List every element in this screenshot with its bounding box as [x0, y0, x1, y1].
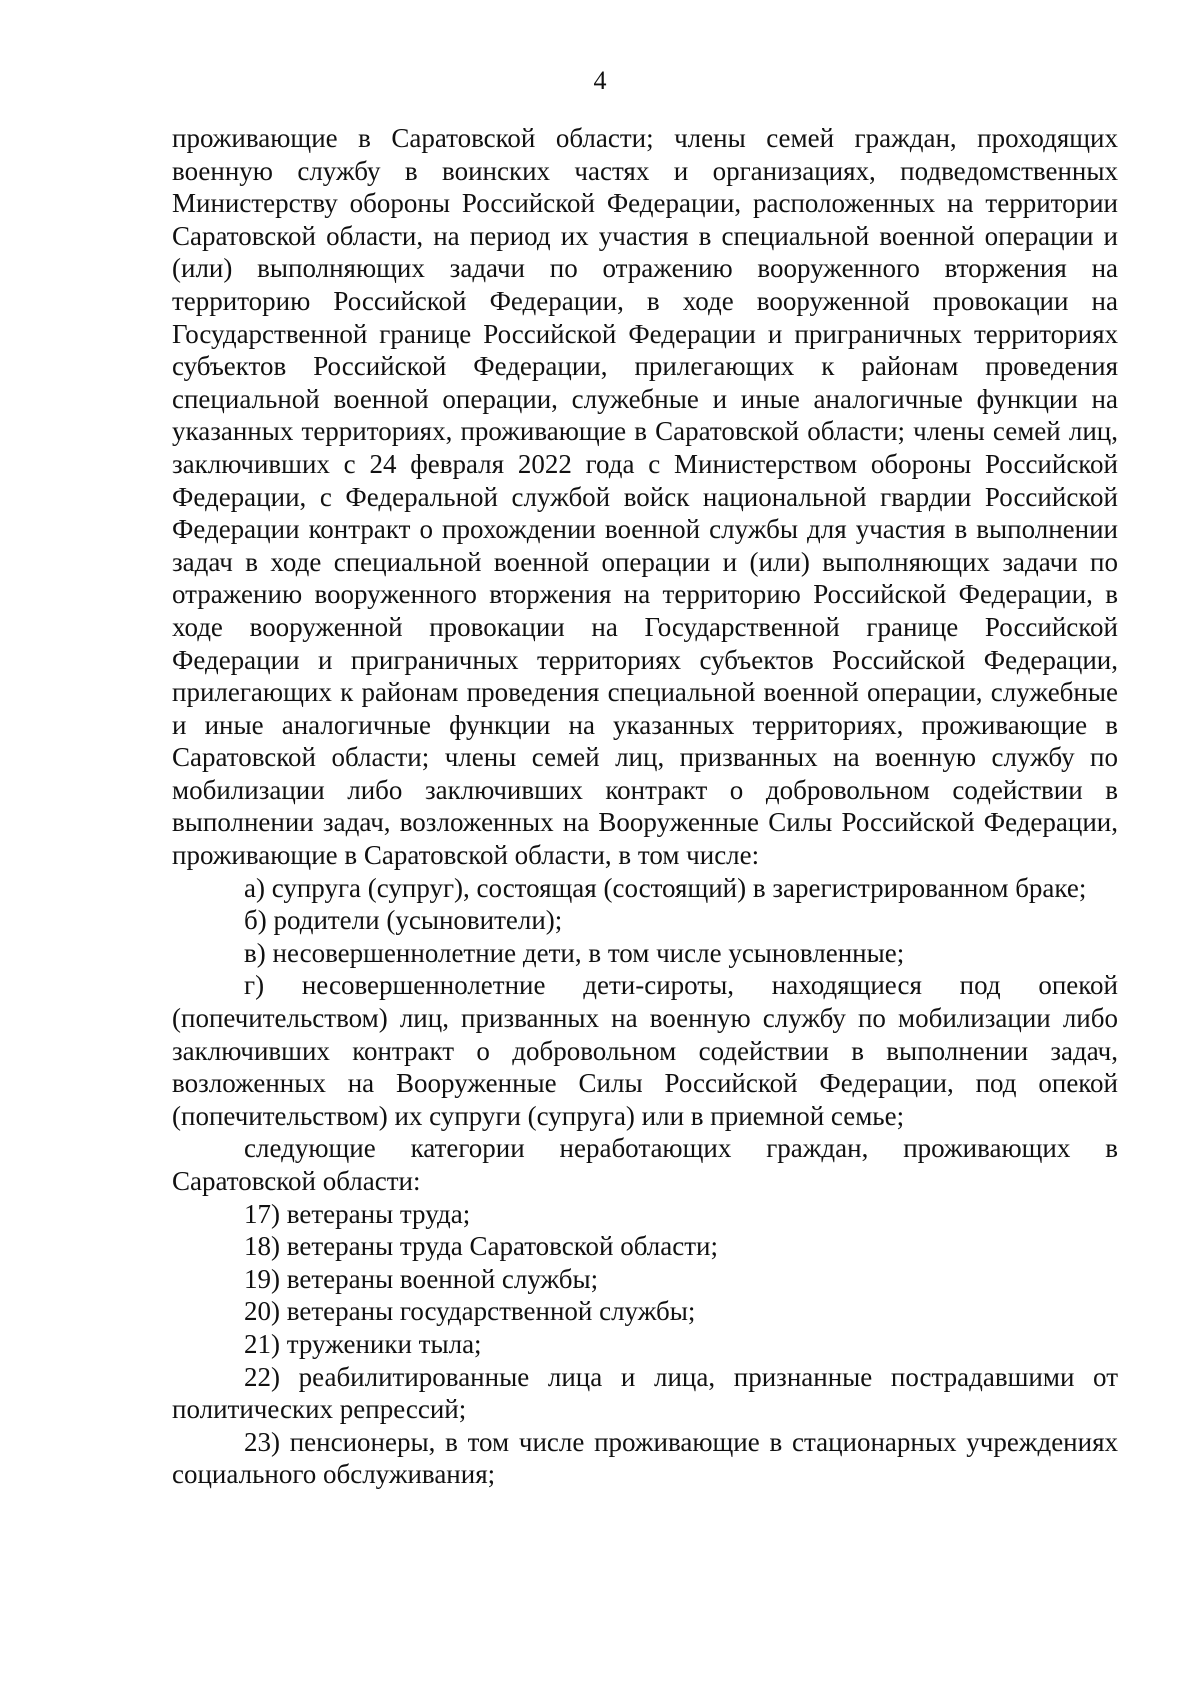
page-number: 4 — [593, 66, 607, 95]
list-item-a: а) супруга (супруг), состоящая (состоящий) в зарегистрированном браке; — [244, 872, 1087, 903]
list-item-22: 22) реабилитированные лица и лица, признанные пострадавшими от политических репрессий; — [172, 1361, 1118, 1425]
document-body — [172, 122, 1118, 1491]
paragraph-unemployed-categories: следующие категории неработающих граждан, проживающих в Саратовской области: — [172, 1133, 1118, 1196]
list-item-18: 18) ветераны труда Саратовской области; — [244, 1231, 718, 1262]
list-item-v: в) несовершеннолетние дети, в том числе усыновленные; — [244, 937, 905, 968]
list-item-21: 21) труженики тыла; — [244, 1328, 482, 1359]
list-item-23: 23) пенсионеры, в том числе проживающие в стационарных учреждениях социального обслуживания; — [172, 1426, 1118, 1490]
list-item-20: 20) ветераны государственной службы; — [244, 1296, 696, 1327]
paragraph-family-members: проживающие в Саратовской области; члены семей граждан, проходящих военную службу в воинских частях и организациях, подведомственных Министерству обороны Российской Федерации, расположенных на территории Саратовской области, на период их участия в специальной военной операции и (или) выполняющих задачи по отражению вооруженного вторжения на территорию Российской Федерации, в ходе вооруженной провокации на Государственной границе Российской Федерации и приграничных территориях субъектов Российской Федерации, прилегающих к районам проведения специальной военной операции, служебные и иные аналогичные функции на указанных территориях, проживающие в Саратовской области; члены семей лиц, заключивших с 24 февраля 2022 года с Министерством обороны Российской Федерации, с Федеральной службой войск национальной гвардии Российской Федерации контракт о прохождении военной службы для участия в выполнении задач в ходе специальной военной операции и (или) выполняющих задачи по отражению вооруженного вторжения на территорию Российской Федерации, в ходе вооруженной провокации на Государственной границе Российской Федерации и приграничных территориях субъектов Российской Федерации, прилегающих к районам проведения специальной военной операции, служебные и иные аналогичные функции на указанных территориях, проживающие в Саратовской области; члены семей лиц, призванных на военную службу по мобилизации либо заключивших контракт о добровольном содействии в выполнении задач, возложенных на Вооруженные Силы Российской Федерации, проживающие в Саратовской области, в том числе: — [172, 123, 1118, 871]
list-item-b: б) родители (усыновители); — [244, 905, 563, 936]
list-item-g: г) несовершеннолетние дети-сироты, находящиеся под опекой (попечительством) лиц, призванных на военную службу по мобилизации либо заключивших контракт о добровольном содействии в выполнении задач, возложенных на Вооруженные Силы Российской Федерации, под опекой (попечительством) их супруги (супруга) или в приемной семье; — [172, 970, 1118, 1131]
list-item-17: 17) ветераны труда; — [244, 1198, 471, 1229]
list-item-19: 19) ветераны военной службы; — [244, 1263, 599, 1294]
